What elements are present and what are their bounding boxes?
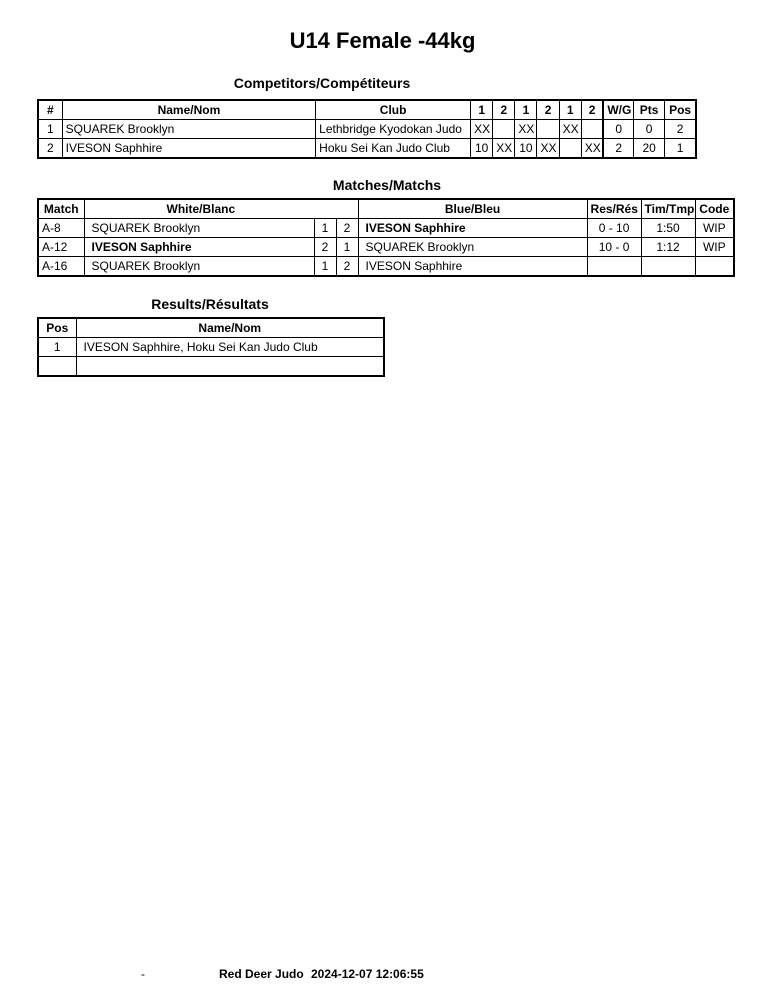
competitor-pos: 1 <box>665 139 696 159</box>
white-number: 2 <box>314 238 336 257</box>
result-pos: 1 <box>38 338 76 357</box>
col-header-club: Club <box>316 100 471 120</box>
match-time <box>641 257 695 277</box>
white-competitor: SQUAREK Brooklyn <box>84 219 314 238</box>
score-cell: XX <box>537 139 559 159</box>
white-competitor: SQUAREK Brooklyn <box>84 257 314 277</box>
col-header-code: Code <box>695 199 734 219</box>
competitor-wg: 2 <box>603 139 633 159</box>
col-header-round: 2 <box>537 100 559 120</box>
col-header-pos: Pos <box>665 100 696 120</box>
competitors-header-row <box>38 100 696 120</box>
table-row <box>38 257 734 277</box>
table-row <box>38 139 696 159</box>
score-cell <box>493 120 515 139</box>
competitor-num: 2 <box>38 139 62 159</box>
match-result: 0 - 10 <box>587 219 641 238</box>
match-code: WIP <box>695 219 734 238</box>
match-result: 10 - 0 <box>587 238 641 257</box>
results-header-row <box>38 318 384 338</box>
results-table <box>37 317 385 377</box>
col-header-blue: Blue/Bleu <box>358 199 587 219</box>
page-title: U14 Female -44kg <box>289 28 476 53</box>
footer-timestamp: 2024-12-07 12:06:55 <box>311 967 424 981</box>
score-cell: 10 <box>471 139 493 159</box>
score-cell: XX <box>515 120 537 139</box>
match-id: A-12 <box>38 238 84 257</box>
score-cell: XX <box>559 120 581 139</box>
competitor-club: Lethbridge Kyodokan Judo <box>316 120 471 139</box>
match-result <box>587 257 641 277</box>
competitor-num: 1 <box>38 120 62 139</box>
score-cell: XX <box>581 139 603 159</box>
blue-number: 1 <box>336 238 358 257</box>
match-time: 1:12 <box>641 238 695 257</box>
score-cell: XX <box>493 139 515 159</box>
blue-competitor: IVESON Saphhire <box>358 257 587 277</box>
score-cell: 10 <box>515 139 537 159</box>
competitors-heading: Competitors/Compétiteurs <box>233 75 411 91</box>
blue-number: 2 <box>336 257 358 277</box>
col-header-wg: W/G <box>603 100 633 120</box>
blue-number: 2 <box>336 219 358 238</box>
result-name <box>76 357 384 377</box>
competitor-name: SQUAREK Brooklyn <box>62 120 316 139</box>
col-header-pts: Pts <box>634 100 665 120</box>
table-row <box>38 238 734 257</box>
results-heading: Results/Résultats <box>151 296 269 312</box>
match-id: A-16 <box>38 257 84 277</box>
table-row <box>38 219 734 238</box>
competitors-table <box>37 99 697 159</box>
col-header-time: Tim/Tmp <box>641 199 695 219</box>
competitor-pos: 2 <box>665 120 696 139</box>
white-competitor: IVESON Saphhire <box>84 238 314 257</box>
blue-competitor: IVESON Saphhire <box>358 219 587 238</box>
col-header-res: Res/Rés <box>587 199 641 219</box>
score-cell: XX <box>471 120 493 139</box>
match-time: 1:50 <box>641 219 695 238</box>
competitor-club: Hoku Sei Kan Judo Club <box>316 139 471 159</box>
matches-table <box>37 198 735 277</box>
col-header-round: 1 <box>471 100 493 120</box>
col-header-round: 1 <box>559 100 581 120</box>
white-number: 1 <box>314 257 336 277</box>
competitor-pts: 0 <box>634 120 665 139</box>
score-cell <box>537 120 559 139</box>
competitor-wg: 0 <box>603 120 633 139</box>
match-code: WIP <box>695 238 734 257</box>
col-header-pos: Pos <box>38 318 76 338</box>
col-header-num: # <box>38 100 62 120</box>
match-code <box>695 257 734 277</box>
col-header-name: Name/Nom <box>76 318 384 338</box>
col-header-round: 2 <box>581 100 603 120</box>
table-row <box>38 357 384 377</box>
matches-header-row <box>38 199 734 219</box>
result-pos <box>38 357 76 377</box>
blue-competitor: SQUAREK Brooklyn <box>358 238 587 257</box>
competitor-name: IVESON Saphhire <box>62 139 316 159</box>
table-row <box>38 120 696 139</box>
col-header-match: Match <box>38 199 84 219</box>
table-row <box>38 338 384 357</box>
col-header-round: 2 <box>493 100 515 120</box>
col-header-name: Name/Nom <box>62 100 316 120</box>
white-number: 1 <box>314 219 336 238</box>
col-header-round: 1 <box>515 100 537 120</box>
footer-organization: Red Deer Judo <box>219 967 304 981</box>
col-header-white: White/Blanc <box>84 199 358 219</box>
result-name: IVESON Saphhire, Hoku Sei Kan Judo Club <box>76 338 384 357</box>
footer-dash: - <box>141 967 145 981</box>
score-cell <box>581 120 603 139</box>
competitor-pts: 20 <box>634 139 665 159</box>
match-id: A-8 <box>38 219 84 238</box>
score-cell <box>559 139 581 159</box>
matches-heading: Matches/Matchs <box>332 177 442 193</box>
